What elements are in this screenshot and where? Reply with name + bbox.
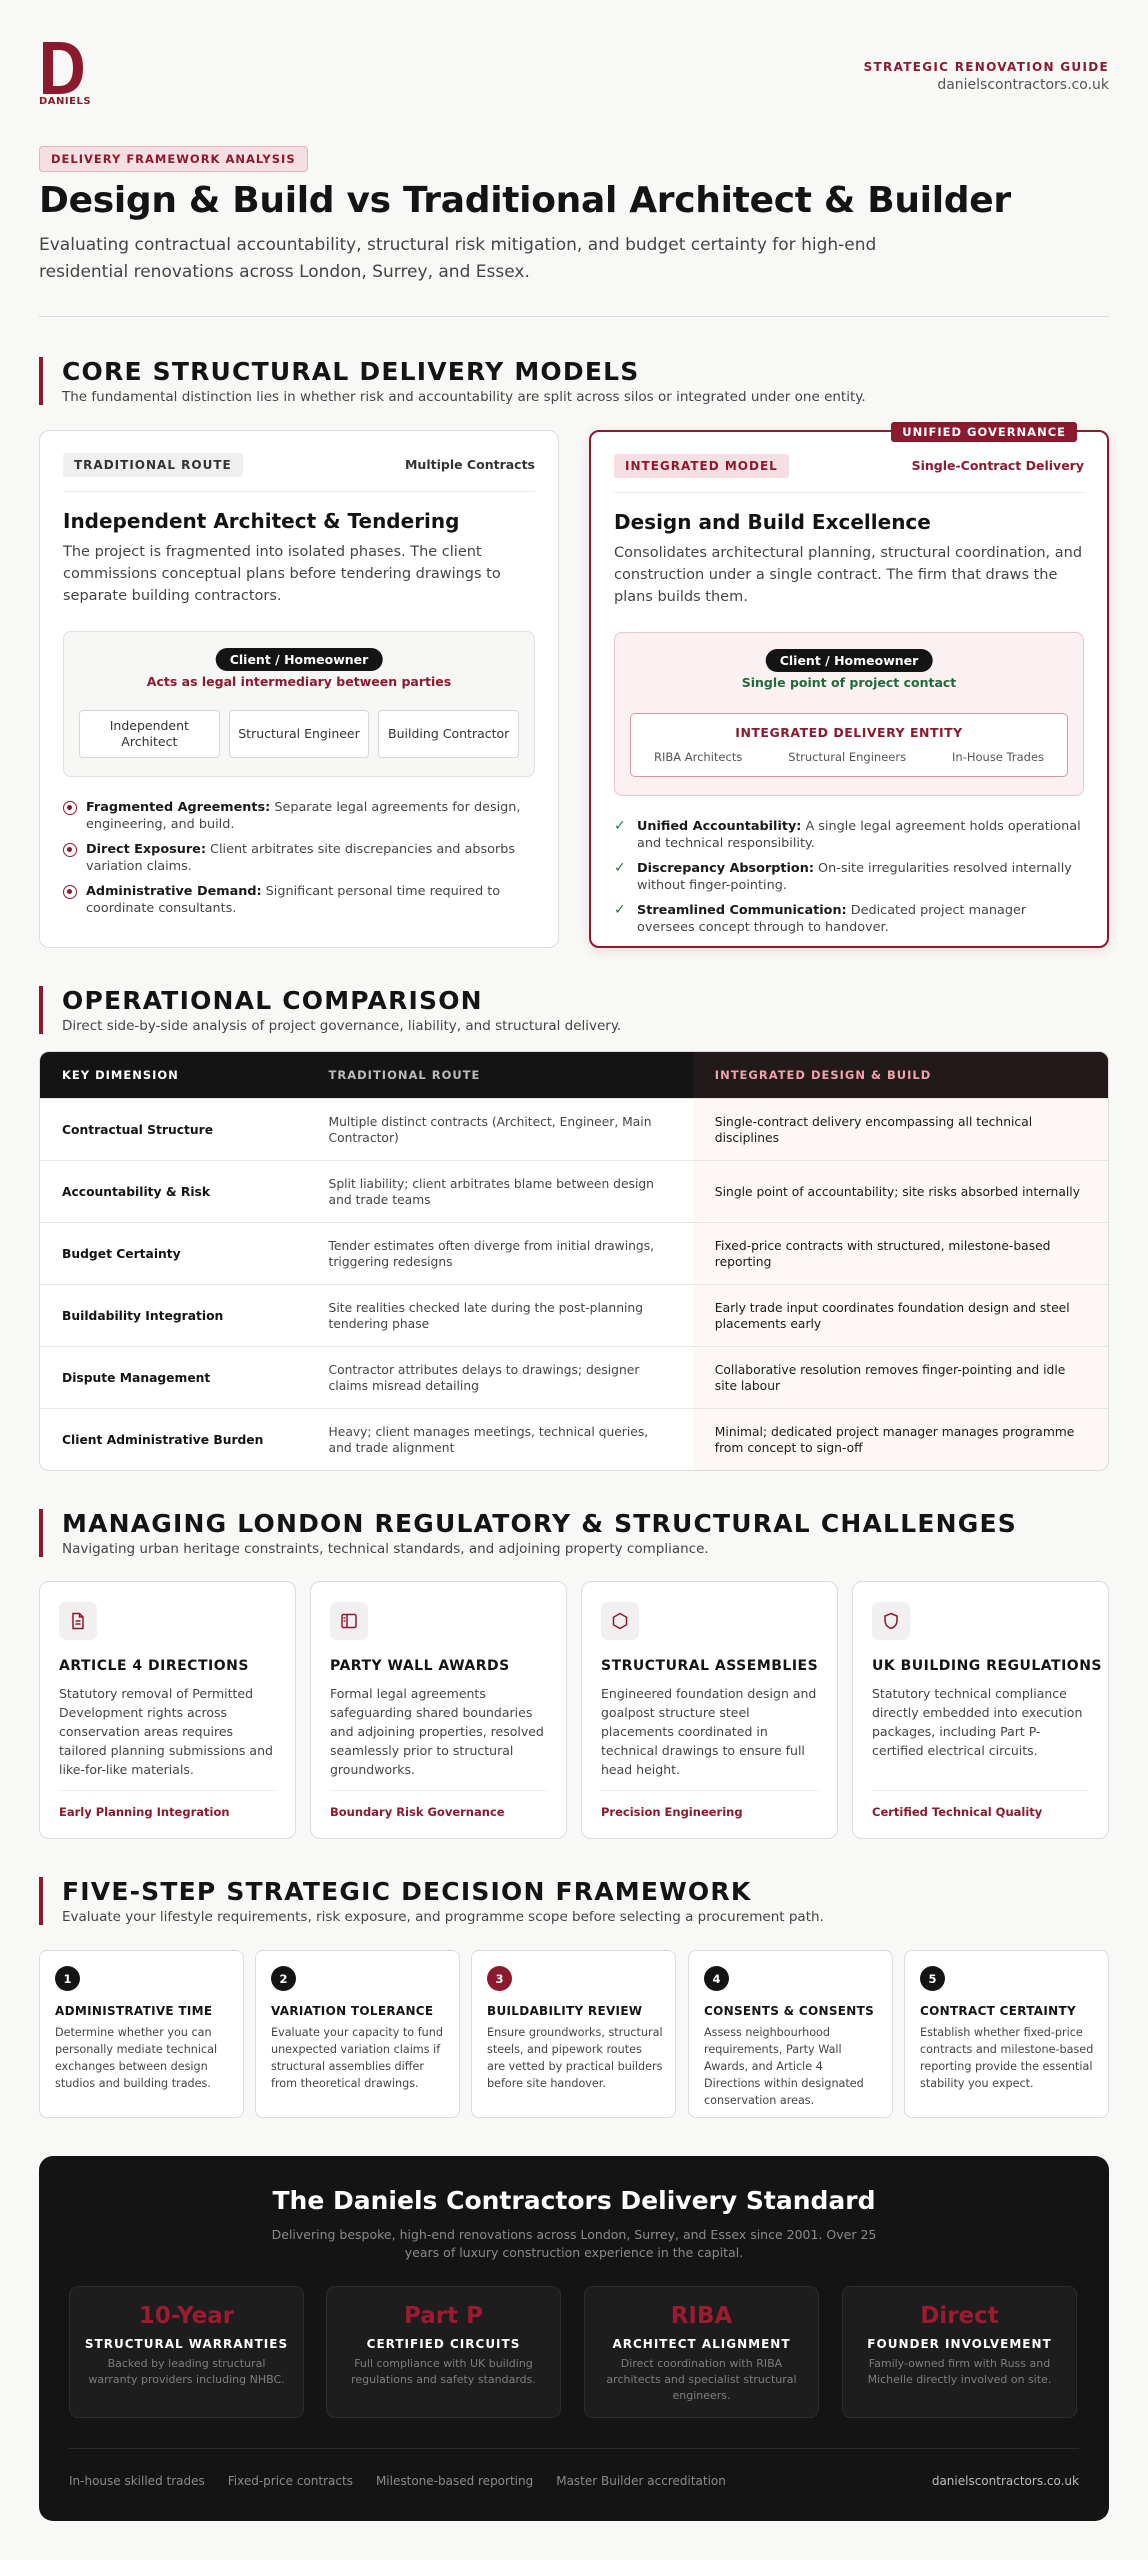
section-subtitle: Direct side-by-side analysis of project governance, liability, and structural delivery. bbox=[62, 1018, 622, 1034]
step-number: 5 bbox=[920, 1966, 945, 1991]
step-title: CONTRACT CERTAINTY bbox=[920, 2004, 1076, 2018]
table-row bbox=[40, 1346, 1108, 1408]
step-title: ADMINISTRATIVE TIME bbox=[55, 2004, 213, 2018]
integrated-contract-type: Single-Contract Delivery bbox=[911, 458, 1084, 473]
section-subtitle: Evaluate your lifestyle requirements, risk exposure, and programme scope before selecting a procurement path. bbox=[62, 1909, 824, 1925]
table-cell: Early trade input coordinates foundation design and steel placements early bbox=[693, 1285, 1108, 1346]
standard-subtitle: Delivering bespoke, high-end renovations across London, Surrey, and Essex since 2001. Over 25 years of luxury construction experience in the capital. bbox=[271, 2227, 877, 2260]
step-description: Establish whether fixed-price contracts and milestone-based reporting provide the essential stability you expect. bbox=[920, 2026, 1094, 2090]
stat-card bbox=[69, 2286, 304, 2418]
integrated-points bbox=[614, 818, 1084, 944]
challenge-footer: Boundary Risk Governance bbox=[330, 1805, 505, 1819]
list-item: Fragmented Agreements: Separate legal agreements for design, engineering, and build. bbox=[63, 799, 535, 833]
challenge-footer: Precision Engineering bbox=[601, 1805, 743, 1819]
stat-value: Part P bbox=[404, 2303, 483, 2329]
step-title: VARIATION TOLERANCE bbox=[271, 2004, 434, 2018]
framework-badge: DELIVERY FRAMEWORK ANALYSIS bbox=[39, 146, 308, 172]
integrated-title: Design and Build Excellence bbox=[614, 510, 931, 534]
step-title: CONSENTS & CONSENTS bbox=[704, 2004, 875, 2018]
party-box: Structural Engineer bbox=[229, 710, 370, 758]
list-item: ✓ Discrepancy Absorption: On-site irregularities resolved internally without finger-pointing. bbox=[614, 860, 1072, 893]
table-cell: Heavy; client manages meetings, technical queries, and trade alignment bbox=[328, 1424, 649, 1455]
challenge-title: PARTY WALL AWARDS bbox=[330, 1658, 510, 1674]
section-title: CORE STRUCTURAL DELIVERY MODELS bbox=[62, 357, 640, 386]
stat-value: 10-Year bbox=[138, 2303, 235, 2329]
footer-item: Fixed-price contracts bbox=[227, 2474, 353, 2488]
step-title: BUILDABILITY REVIEW bbox=[487, 2004, 643, 2018]
table-cell: Split liability; client arbitrates blame between design and trade teams bbox=[328, 1176, 654, 1207]
party-boxes bbox=[79, 710, 519, 758]
step-description: Determine whether you can personally mediate technical exchanges between design studios and building trades. bbox=[55, 2026, 218, 2090]
challenge-description: Formal legal agreements safeguarding shared boundaries and adjoining properties, resolved seamlessly prior to structural groundworks. bbox=[330, 1686, 544, 1777]
challenge-card-article-4 bbox=[39, 1581, 296, 1839]
stat-card bbox=[842, 2286, 1077, 2418]
check-icon: ✓ bbox=[614, 818, 626, 834]
table-cell: Tender estimates often diverge from initial drawings, triggering redesigns bbox=[328, 1238, 655, 1269]
unified-governance-tag: UNIFIED GOVERNANCE bbox=[891, 422, 1077, 442]
logo-wordmark: DANIELS bbox=[39, 96, 92, 107]
step-card bbox=[904, 1950, 1109, 2118]
integrated-model-card bbox=[589, 425, 1109, 948]
step-number: 4 bbox=[704, 1966, 729, 1991]
table-row bbox=[40, 1284, 1108, 1346]
card-divider bbox=[872, 1790, 1089, 1791]
table-cell: Single-contract delivery encompassing all technical disciplines bbox=[693, 1099, 1108, 1160]
step-number: 1 bbox=[55, 1966, 80, 1991]
integrated-diagram bbox=[614, 632, 1084, 796]
stat-value: RIBA bbox=[670, 2303, 733, 2329]
footer-item: Master Builder accreditation bbox=[556, 2474, 726, 2488]
stat-description: Full compliance with UK building regulations and safety standards. bbox=[351, 2357, 536, 2386]
card-divider bbox=[63, 491, 535, 492]
stat-label: ARCHITECT ALIGNMENT bbox=[612, 2337, 791, 2351]
client-role: Single point of project contact bbox=[741, 675, 957, 690]
wall-panel-icon bbox=[330, 1602, 368, 1640]
challenge-footer: Early Planning Integration bbox=[59, 1805, 230, 1819]
table-cell: Multiple distinct contracts (Architect, Engineer, Main Contractor) bbox=[328, 1114, 652, 1145]
column-header: KEY DIMENSION bbox=[62, 1068, 179, 1082]
client-pill: Client / Homeowner bbox=[216, 648, 383, 671]
column-header: INTEGRATED DESIGN & BUILD bbox=[693, 1052, 1108, 1098]
hexagon-icon bbox=[601, 1602, 639, 1640]
traditional-chip: TRADITIONAL ROUTE bbox=[63, 453, 243, 477]
entity-member: In-House Trades bbox=[952, 750, 1045, 764]
page-title: Design & Build vs Traditional Architect & Builder bbox=[39, 180, 1011, 221]
card-divider bbox=[614, 492, 1084, 493]
table-cell: Accountability & Risk bbox=[62, 1184, 211, 1199]
table-cell: Contractor attributes delays to drawings; designer claims misread detailing bbox=[328, 1362, 640, 1393]
table-cell: Minimal; dedicated project manager manages programme from concept to sign-off bbox=[693, 1409, 1108, 1470]
table-cell: Client Administrative Burden bbox=[62, 1432, 264, 1447]
stat-description: Direct coordination with RIBA architects and specialist structural engineers. bbox=[606, 2357, 797, 2402]
table-cell: Buildability Integration bbox=[62, 1308, 224, 1323]
party-box: Building Contractor bbox=[378, 710, 519, 758]
column-header: TRADITIONAL ROUTE bbox=[328, 1068, 481, 1082]
header-kicker: STRATEGIC RENOVATION GUIDE bbox=[863, 60, 1109, 74]
table-cell: Single point of accountability; site risks absorbed internally bbox=[693, 1161, 1108, 1222]
section-title: OPERATIONAL COMPARISON bbox=[62, 986, 483, 1015]
header-meta bbox=[864, 60, 1109, 93]
table-cell: Contractual Structure bbox=[62, 1122, 214, 1137]
table-cell: Fixed-price contracts with structured, milestone-based reporting bbox=[693, 1223, 1108, 1284]
divider bbox=[39, 316, 1109, 317]
card-divider bbox=[59, 1790, 276, 1791]
stat-card bbox=[326, 2286, 561, 2418]
header-site-link[interactable]: danielscontractors.co.uk bbox=[937, 77, 1109, 93]
challenge-title: UK BUILDING REGULATIONS bbox=[872, 1658, 1103, 1674]
list-item: Direct Exposure: Client arbitrates site discrepancies and absorbs variation claims. bbox=[63, 841, 535, 875]
step-number: 2 bbox=[271, 1966, 296, 1991]
table-header bbox=[40, 1052, 1108, 1098]
party-box: Independent Architect bbox=[79, 710, 220, 758]
section-heading-challenges bbox=[39, 1509, 1109, 1557]
stat-label: FOUNDER INVOLVEMENT bbox=[867, 2337, 1052, 2351]
section-heading-framework bbox=[39, 1877, 1109, 1925]
entity-member: RIBA Architects bbox=[653, 750, 743, 764]
challenge-description: Statutory removal of Permitted Development rights across conservation areas requires tailored planning submissions and like-for-like materials. bbox=[59, 1686, 273, 1777]
challenge-description: Statutory technical compliance directly embedded into execution packages, including Part P-certified electrical circuits. bbox=[872, 1686, 1083, 1758]
client-pill: Client / Homeowner bbox=[766, 649, 933, 672]
page-subtitle: Evaluating contractual accountability, structural risk mitigation, and budget certainty for high-end residential renovations across London, Surrey, and Essex. bbox=[39, 235, 877, 282]
step-card bbox=[39, 1950, 244, 2118]
entity-member: Structural Engineers bbox=[788, 750, 907, 764]
section-heading-models bbox=[39, 357, 1109, 405]
challenge-card-party-wall bbox=[310, 1581, 567, 1839]
entity-members bbox=[631, 750, 1067, 764]
client-role: Acts as legal intermediary between parties bbox=[146, 674, 452, 689]
table-row bbox=[40, 1160, 1108, 1222]
step-description: Ensure groundworks, structural steels, and pipework routes are vetted by practical builders before site handover. bbox=[487, 2026, 663, 2090]
traditional-description: The project is fragmented into isolated phases. The client commissions conceptual plans before tendering drawings to separate building contractors. bbox=[63, 544, 501, 604]
step-card bbox=[688, 1950, 893, 2118]
step-card bbox=[255, 1950, 460, 2118]
integrated-entity-box bbox=[630, 713, 1068, 777]
x-circle-icon bbox=[63, 801, 77, 815]
document-icon bbox=[59, 1602, 97, 1640]
traditional-diagram bbox=[63, 631, 535, 777]
traditional-title: Independent Architect & Tendering bbox=[63, 509, 460, 533]
challenge-title: STRUCTURAL ASSEMBLIES bbox=[601, 1658, 819, 1674]
traditional-points bbox=[63, 799, 535, 925]
footer-item: Milestone-based reporting bbox=[375, 2474, 534, 2488]
check-icon: ✓ bbox=[614, 860, 626, 876]
stat-value: Direct bbox=[920, 2303, 999, 2329]
challenge-card-structural bbox=[581, 1581, 838, 1839]
challenge-footer: Certified Technical Quality bbox=[872, 1805, 1043, 1819]
step-description: Evaluate your capacity to fund unexpected variation claims if structural assemblies differ from theoretical drawings. bbox=[271, 2026, 443, 2090]
section-title: FIVE-STEP STRATEGIC DECISION FRAMEWORK bbox=[62, 1877, 752, 1906]
table-cell: Dispute Management bbox=[62, 1370, 211, 1385]
standard-title: The Daniels Contractors Delivery Standard bbox=[272, 2186, 876, 2215]
stat-card bbox=[584, 2286, 819, 2418]
list-item: ✓ Unified Accountability: A single legal agreement holds operational and technical responsibility. bbox=[614, 818, 1081, 851]
table-cell: Budget Certainty bbox=[62, 1246, 181, 1261]
integrated-chip: INTEGRATED MODEL bbox=[614, 454, 789, 478]
challenge-card-building-regs bbox=[852, 1581, 1109, 1839]
table-cell: Collaborative resolution removes finger-pointing and idle site labour bbox=[693, 1347, 1108, 1408]
section-subtitle: Navigating urban heritage constraints, technical standards, and adjoining property compliance. bbox=[62, 1541, 709, 1557]
stat-label: STRUCTURAL WARRANTIES bbox=[84, 2337, 289, 2351]
footer-site-link[interactable]: danielscontractors.co.uk bbox=[931, 2474, 1079, 2488]
integrated-description: Consolidates architectural planning, structural coordination, and construction under a single contract. The firm that draws the plans builds them. bbox=[614, 545, 1083, 605]
challenge-title: ARTICLE 4 DIRECTIONS bbox=[59, 1658, 249, 1674]
traditional-route-card bbox=[39, 430, 559, 948]
delivery-standard-panel bbox=[39, 2156, 1109, 2521]
x-circle-icon bbox=[63, 843, 77, 857]
check-icon: ✓ bbox=[614, 902, 626, 918]
footer-item: In-house skilled trades bbox=[69, 2474, 205, 2488]
table-row bbox=[40, 1222, 1108, 1284]
stat-description: Backed by leading structural warranty providers including NHBC. bbox=[88, 2357, 285, 2386]
section-subtitle: The fundamental distinction lies in whether risk and accountability are split across silos or integrated under one entity. bbox=[62, 389, 866, 405]
stat-description: Family-owned firm with Russ and Michelle directly involved on site. bbox=[867, 2357, 1052, 2386]
step-number: 3 bbox=[487, 1966, 512, 1991]
list-item: ✓ Streamlined Communication: Dedicated project manager oversees concept through to handover. bbox=[614, 902, 1027, 935]
stat-label: CERTIFIED CIRCUITS bbox=[366, 2337, 521, 2351]
card-divider bbox=[330, 1790, 547, 1791]
footer-divider bbox=[69, 2448, 1079, 2449]
table-cell: Site realities checked late during the post-planning tendering phase bbox=[328, 1300, 644, 1331]
section-title: MANAGING LONDON REGULATORY & STRUCTURAL CHALLENGES bbox=[62, 1509, 1017, 1538]
entity-title: INTEGRATED DELIVERY ENTITY bbox=[735, 725, 963, 740]
step-description: Assess neighbourhood requirements, Party Wall Awards, and Article 4 Directions within designated conservation areas. bbox=[704, 2026, 864, 2107]
shield-icon bbox=[872, 1602, 910, 1640]
challenge-description: Engineered foundation design and goalpost structure steel placements coordinated in technical drawings to ensure full head height. bbox=[601, 1686, 817, 1777]
card-divider bbox=[601, 1790, 818, 1791]
daniels-logo[interactable] bbox=[39, 40, 92, 116]
x-circle-icon bbox=[63, 885, 77, 899]
standard-footer-list bbox=[69, 2474, 726, 2488]
list-item: Administrative Demand: Significant personal time required to coordinate consultants. bbox=[63, 883, 535, 917]
step-card bbox=[471, 1950, 676, 2118]
comparison-table bbox=[39, 1051, 1109, 1471]
table-row bbox=[40, 1098, 1108, 1160]
traditional-contract-type: Multiple Contracts bbox=[404, 457, 535, 472]
table-row bbox=[40, 1408, 1108, 1470]
section-heading-comparison bbox=[39, 986, 1109, 1034]
